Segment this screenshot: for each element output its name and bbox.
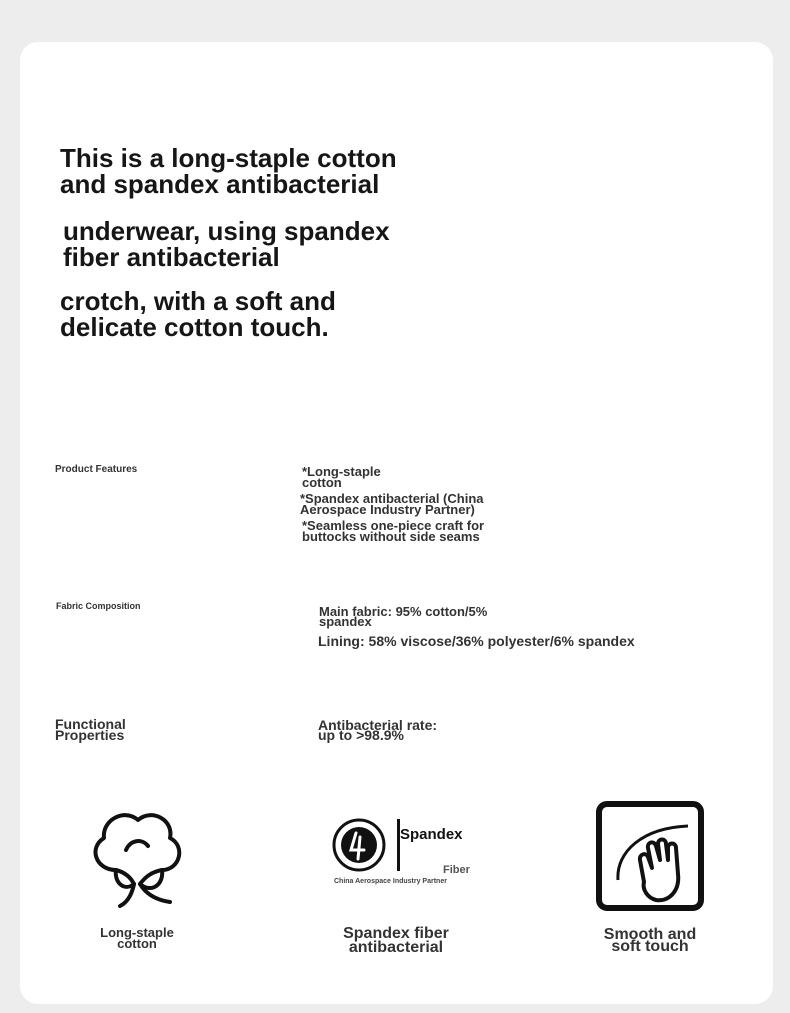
- hand-touch-icon: [596, 802, 706, 912]
- hand-caption: Smooth and soft touch: [603, 926, 697, 955]
- feature-item-1: *Long-staple cotton: [302, 464, 381, 490]
- spandex-logo-partner: China Aerospace Industry Partner: [334, 878, 447, 885]
- headline-line-3: crotch, with a soft and delicate cotton touch.: [60, 286, 336, 342]
- headline-line-1: This is a long-staple cotton and spandex antibacterial: [60, 143, 397, 199]
- main-fabric-value: Main fabric: 95% cotton/5% spandex: [319, 604, 488, 629]
- cotton-caption: Long-staple cotton: [100, 925, 174, 951]
- feature-item-2: *Spandex antibacterial (China Aerospace Industry Partner): [300, 491, 484, 517]
- lining-value: Lining: 58% viscose/36% polyester/6% spandex: [318, 633, 635, 649]
- fabric-composition-label: Fabric Composition: [56, 601, 141, 611]
- headline-line-2: underwear, using spandex fiber antibacterial: [63, 216, 390, 272]
- spandex-caption: Spandex fiber antibacterial: [343, 925, 449, 956]
- feature-item-3: *Seamless one-piece craft for buttocks without side seams: [302, 518, 485, 544]
- product-features-label: Product Features: [55, 464, 138, 475]
- cotton-boll-icon: [90, 810, 186, 910]
- spandex-logo-title: Spandex: [400, 826, 463, 843]
- antibacterial-rate-value: Antibacterial rate: up to >98.9%: [318, 717, 438, 743]
- functional-properties-label: Functional Properties: [55, 716, 126, 743]
- spandex-logo-sub: Fiber: [443, 864, 470, 876]
